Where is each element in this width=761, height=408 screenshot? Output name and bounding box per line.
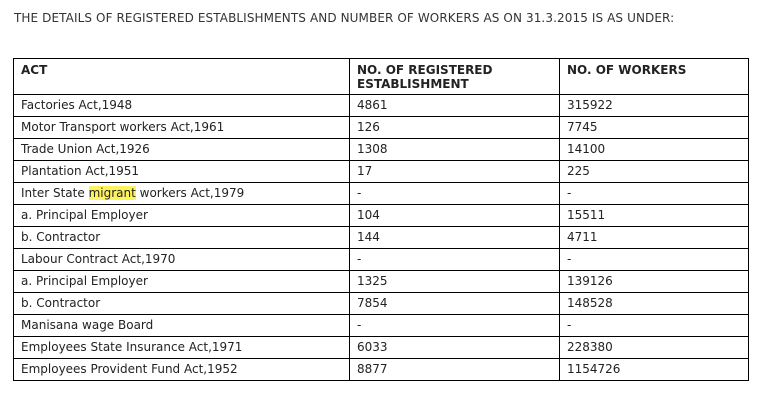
establishments-cell: 1308 xyxy=(350,139,560,161)
act-cell: a. Principal Employer xyxy=(14,271,350,293)
establishments-cell: 1325 xyxy=(350,271,560,293)
act-cell: Employees Provident Fund Act,1952 xyxy=(14,359,350,381)
table-row xyxy=(14,95,749,117)
act-cell: Manisana wage Board xyxy=(14,315,350,337)
table-row xyxy=(14,161,749,183)
establishments-cell: 4861 xyxy=(350,95,560,117)
table-row xyxy=(14,139,749,161)
workers-cell: 7745 xyxy=(560,117,749,139)
header-workers: NO. OF WORKERS xyxy=(560,59,749,95)
act-cell: Labour Contract Act,1970 xyxy=(14,249,350,271)
workers-cell: 4711 xyxy=(560,227,749,249)
workers-cell: - xyxy=(560,183,749,205)
table-row xyxy=(14,359,749,381)
workers-cell: 1154726 xyxy=(560,359,749,381)
establishments-cell: 126 xyxy=(350,117,560,139)
workers-cell: 15511 xyxy=(560,205,749,227)
table-row xyxy=(14,227,749,249)
establishments-cell: - xyxy=(350,249,560,271)
intro-text: THE DETAILS OF REGISTERED ESTABLISHMENTS AND NUMBER OF WORKERS AS ON 31.3.2015 IS AS UNDER: xyxy=(14,11,675,25)
table-row xyxy=(14,337,749,359)
workers-cell: - xyxy=(560,315,749,337)
act-cell: Motor Transport workers Act,1961 xyxy=(14,117,350,139)
establishments-cell: 104 xyxy=(350,205,560,227)
act-cell: Employees State Insurance Act,1971 xyxy=(14,337,350,359)
workers-cell: 228380 xyxy=(560,337,749,359)
table-row xyxy=(14,249,749,271)
table-row xyxy=(14,183,749,205)
table-row xyxy=(14,117,749,139)
table-row xyxy=(14,315,749,337)
workers-cell: - xyxy=(560,249,749,271)
act-text-post: workers Act,1979 xyxy=(135,186,245,200)
act-cell: a. Principal Employer xyxy=(14,205,350,227)
header-act: ACT xyxy=(14,59,350,95)
workers-cell: 14100 xyxy=(560,139,749,161)
establishments-cell: 6033 xyxy=(350,337,560,359)
establishments-cell: - xyxy=(350,315,560,337)
act-cell xyxy=(14,183,350,205)
establishments-table xyxy=(13,58,749,381)
header-establishments: NO. OF REGISTERED ESTABLISHMENT xyxy=(350,59,560,95)
table-row xyxy=(14,205,749,227)
act-text-pre: Inter State xyxy=(21,186,89,200)
search-highlight: migrant xyxy=(88,186,136,200)
workers-cell: 315922 xyxy=(560,95,749,117)
establishments-cell: 144 xyxy=(350,227,560,249)
act-cell: b. Contractor xyxy=(14,227,350,249)
establishments-cell: 17 xyxy=(350,161,560,183)
act-cell: Plantation Act,1951 xyxy=(14,161,350,183)
establishments-cell: 8877 xyxy=(350,359,560,381)
act-cell: Factories Act,1948 xyxy=(14,95,350,117)
workers-cell: 148528 xyxy=(560,293,749,315)
workers-cell: 225 xyxy=(560,161,749,183)
act-cell: Trade Union Act,1926 xyxy=(14,139,350,161)
table-row xyxy=(14,293,749,315)
workers-cell: 139126 xyxy=(560,271,749,293)
act-cell: b. Contractor xyxy=(14,293,350,315)
establishments-cell: 7854 xyxy=(350,293,560,315)
table-header-row xyxy=(14,59,749,95)
establishments-cell: - xyxy=(350,183,560,205)
table-row xyxy=(14,271,749,293)
